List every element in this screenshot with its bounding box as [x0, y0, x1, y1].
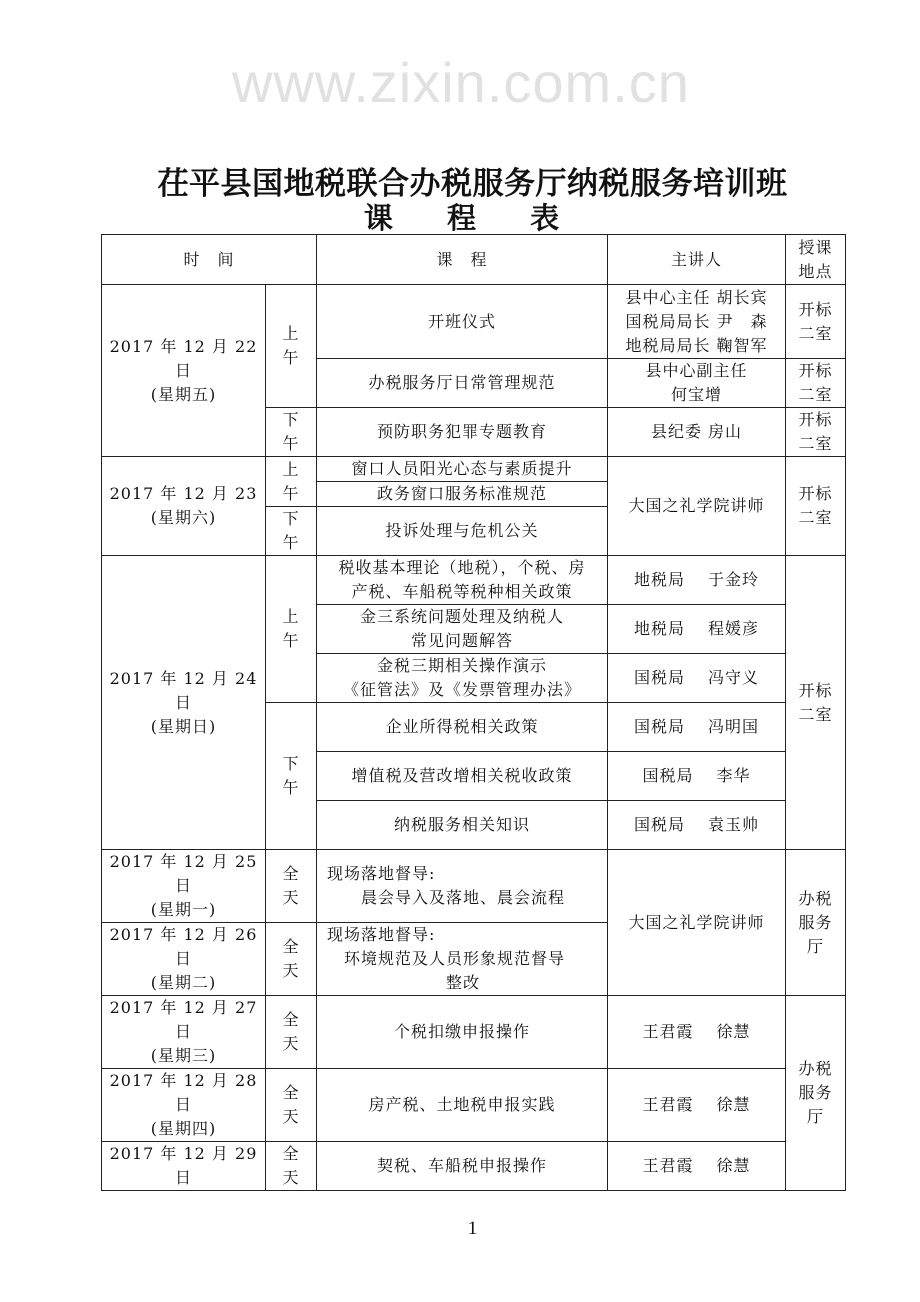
- course-cell: 金税三期相关操作演示 《征管法》及《发票管理办法》: [317, 654, 608, 703]
- lecturer-cell: 县中心副主任 何宝增: [608, 359, 786, 408]
- course-cell: 金三系统问题处理及纳税人 常见问题解答: [317, 605, 608, 654]
- location-cell: 办税 服务 厅: [786, 996, 846, 1191]
- course-cell: 增值税及营改增相关税收政策: [317, 752, 608, 801]
- location-cell: 开标 二室: [786, 457, 846, 556]
- course-cell: 政务窗口服务标准规范: [317, 482, 608, 507]
- course-cell: 投诉处理与危机公关: [317, 507, 608, 556]
- page-number: 1: [467, 1218, 478, 1239]
- location-cell: 开标 二室: [786, 359, 846, 408]
- header-row: [102, 235, 846, 285]
- period-cell: 全 天: [266, 1069, 317, 1142]
- period-cell: 全 天: [266, 1142, 317, 1191]
- date-cell: 2017 年 12 月 23 (星期六): [102, 457, 266, 556]
- lecturer-cell: 地税局 于金玲: [608, 556, 786, 605]
- lecturer-cell: 王君霞 徐慧: [608, 996, 786, 1069]
- lecturer-cell: 国税局 袁玉帅: [608, 801, 786, 850]
- lecturer-cell: 王君霞 徐慧: [608, 1069, 786, 1142]
- table-row: [102, 996, 846, 1069]
- date-cell: 2017 年 12 月 24 日 (星期日): [102, 556, 266, 850]
- document-subtitle: 课 程 表: [363, 201, 582, 235]
- course-cell: 企业所得税相关政策: [317, 703, 608, 752]
- period-cell: 下 午: [266, 703, 317, 850]
- header-lecturer: 主讲人: [608, 235, 786, 285]
- period-cell: 上 午: [266, 285, 317, 408]
- course-cell: 契税、车船税申报操作: [317, 1142, 608, 1191]
- lecturer-cell: 国税局 李华: [608, 752, 786, 801]
- course-cell: 预防职务犯罪专题教育: [317, 408, 608, 457]
- lecturer-cell: 地税局 程媛彦: [608, 605, 786, 654]
- location-cell: 开标 二室: [786, 556, 846, 850]
- course-cell: 开班仪式: [317, 285, 608, 359]
- lecturer-cell: 大国之礼学院讲师: [608, 850, 786, 996]
- course-cell: 现场落地督导: 环境规范及人员形象规范督导 整改: [317, 923, 608, 996]
- period-cell: 上 午: [266, 556, 317, 703]
- table-row: [102, 457, 846, 482]
- watermark: www.zixin.com.cn: [232, 51, 690, 114]
- location-cell: 办税 服务 厅: [786, 850, 846, 996]
- course-cell: 税收基本理论（地税），个税、房 产税、车船税等税种相关政策: [317, 556, 608, 605]
- lecturer-cell: 国税局 冯明国: [608, 703, 786, 752]
- lecturer-cell: 大国之礼学院讲师: [608, 457, 786, 556]
- date-cell: 2017 年 12 月 28 日 (星期四): [102, 1069, 266, 1142]
- table-row: [102, 1142, 846, 1191]
- course-cell: 现场落地督导: 晨会导入及落地、晨会流程: [317, 850, 608, 923]
- table-row: [102, 850, 846, 923]
- period-cell: 全 天: [266, 850, 317, 923]
- course-cell: 纳税服务相关知识: [317, 801, 608, 850]
- lecturer-cell: 县纪委 房山: [608, 408, 786, 457]
- lecturer-cell: 县中心主任 胡长宾 国税局局长 尹 森 地税局局长 鞠智军: [608, 285, 786, 359]
- table-row: [102, 285, 846, 359]
- header-course: 课 程: [317, 235, 608, 285]
- lecturer-cell: 王君霞 徐慧: [608, 1142, 786, 1191]
- location-cell: 开标 二室: [786, 285, 846, 359]
- period-cell: 下 午: [266, 507, 317, 556]
- lecturer-cell: 国税局 冯守义: [608, 654, 786, 703]
- period-cell: 全 天: [266, 996, 317, 1069]
- location-cell: 开标 二室: [786, 408, 846, 457]
- table-row: [102, 1069, 846, 1142]
- date-cell: 2017 年 12 月 25 日 (星期一): [102, 850, 266, 923]
- schedule-table: [101, 234, 846, 1191]
- header-time: 时 间: [102, 235, 317, 285]
- period-cell: 下 午: [266, 408, 317, 457]
- course-cell: 个税扣缴申报操作: [317, 996, 608, 1069]
- period-cell: 上 午: [266, 457, 317, 507]
- date-cell: 2017 年 12 月 27 日 (星期三): [102, 996, 266, 1069]
- header-location: 授课 地点: [786, 235, 846, 285]
- course-cell: 窗口人员阳光心态与素质提升: [317, 457, 608, 482]
- course-cell: 办税服务厅日常管理规范: [317, 359, 608, 408]
- date-cell: 2017 年 12 月 26 日 (星期二): [102, 923, 266, 996]
- date-cell: 2017 年 12 月 29 日: [102, 1142, 266, 1191]
- period-cell: 全 天: [266, 923, 317, 996]
- document-title: 茌平县国地税联合办税服务厅纳税服务培训班: [157, 166, 788, 202]
- table-row: [102, 556, 846, 605]
- course-cell: 房产税、土地税申报实践: [317, 1069, 608, 1142]
- date-cell: 2017 年 12 月 22 日 (星期五): [102, 285, 266, 457]
